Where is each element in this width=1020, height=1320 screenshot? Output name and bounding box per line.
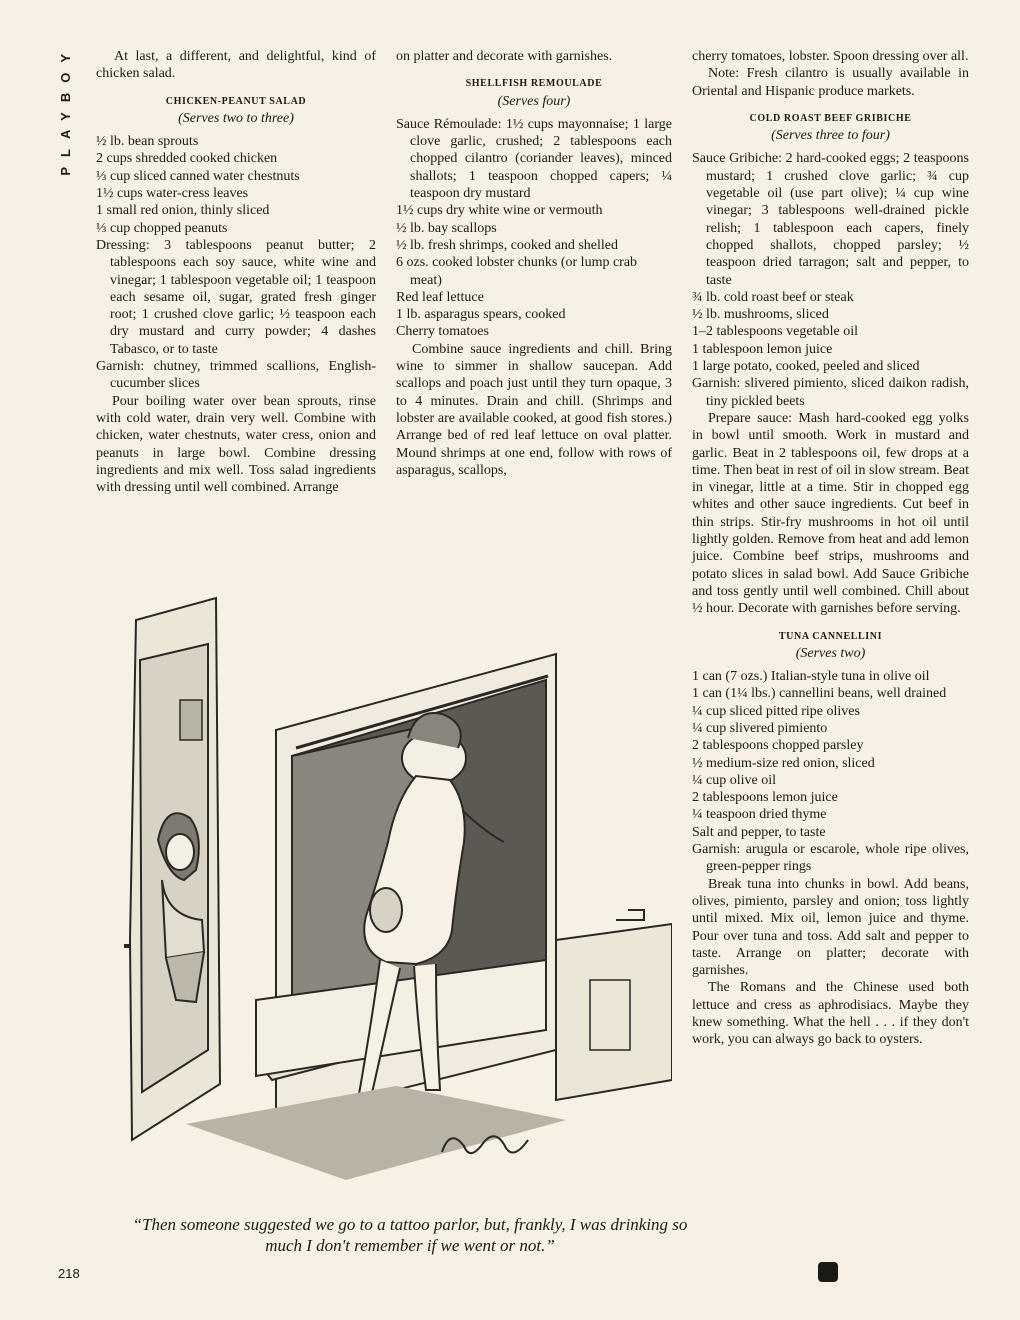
note-text: Note: Fresh cilantro is usually available in Oriental and Hispanic produce markets.	[692, 66, 969, 99]
ingredient-item: 2 tablespoons lemon juice	[692, 790, 838, 806]
closing-text: The Romans and the Chinese used both lettuce and cress as aphrodisiacs. Maybe they knew something. What the hell . . . if they don't work, you can always go back to oysters.	[692, 980, 969, 1048]
ingredient-item: 1–2 tablespoons vegetable oil	[692, 324, 859, 340]
recipe-serves-chicken-peanut: (Serves two to three)	[178, 110, 294, 126]
column-2	[396, 48, 672, 479]
ingredient-item: ¼ teaspoon dried thyme	[692, 807, 827, 823]
recipe-title-chicken-peanut: CHICKEN-PEANUT SALAD	[165, 95, 307, 107]
method-text: Pour boiling water over bean sprouts, rinse with cold water, drain very well. Combine with chicken, water chestnuts, water cress, onion and peanuts in large bowl. Combine dressing ingredients and mix well. Toss salad ingredients with dressing until well combined. Arrange	[96, 393, 376, 496]
column-1	[96, 48, 376, 496]
recipe-serves-roast-beef-gribiche: (Serves three to four)	[771, 128, 890, 144]
ingredient-item: Cherry tomatoes	[396, 324, 489, 340]
ingredient-item: ½ lb. bean sprouts	[96, 134, 199, 150]
ingredient-item: ½ medium-size red onion, sliced	[692, 755, 875, 771]
ingredient-item: ½ lb. bay scallops	[396, 220, 497, 236]
ingredient-item: ¾ lb. cold roast beef or steak	[692, 289, 854, 305]
recipe-title-tuna-cannellini: TUNA CANNELLINI	[778, 630, 883, 642]
continued-text: cherry tomatoes, lobster. Spoon dressing over all.	[692, 49, 969, 64]
sauce-text: Sauce Gribiche: 2 hard-cooked eggs; 2 teaspoons mustard; 1 crushed clove garlic; ¾ cup vegetable oil (use part olive); ¼ cup wine vinegar; 3 tablespoons well-drained pickle relish; 1 tablespoon each capers, finely chopped shallots, chopped parsley; ½ teaspoon dried tarragon; salt and pepper, to taste	[692, 151, 969, 288]
dressing-text: Dressing: 3 tablespoons peanut butter; 2 tablespoons each soy sauce, white wine and vinegar; 1 tablespoon vegetable oil; 1 teaspoon each sesame oil, sugar, grated fresh ginger root; 1 crushed clove garlic; ½ teaspoon each dry mustard and curry powder; 4 dashes Tabasco, or to taste	[96, 237, 376, 357]
ingredient-item: 1 can (7 ozs.) Italian-style tuna in olive oil	[692, 669, 930, 685]
ingredient-item: 1 tablespoon lemon juice	[692, 341, 833, 357]
garnish-text: Garnish: chutney, trimmed scallions, English-cucumber slices	[96, 359, 376, 392]
recipe-serves-shellfish-remoulade: (Serves four)	[497, 93, 571, 109]
ingredient-item: ¼ cup slivered pimiento	[692, 720, 828, 736]
intro-text: At last, a different, and delightful, kind of chicken salad.	[96, 49, 376, 82]
magazine-masthead: PLAYBOY	[58, 44, 73, 176]
cartoon-illustration	[96, 580, 672, 1204]
ingredient-item: 2 tablespoons chopped parsley	[692, 738, 864, 754]
recipe-title-shellfish-remoulade: SHELLFISH REMOULADE	[465, 78, 603, 90]
ingredient-item: 1 can (1¼ lbs.) cannellini beans, well drained	[692, 686, 947, 702]
garnish-text: Garnish: arugula or escarole, whole ripe olives, green-pepper rings	[692, 842, 969, 875]
ingredient-item: ⅓ cup chopped peanuts	[96, 220, 228, 236]
continued-text: on platter and decorate with garnishes.	[396, 49, 613, 64]
ingredient-item: 1 lb. asparagus spears, cooked	[396, 307, 566, 323]
ingredient-item: ¼ cup olive oil	[692, 772, 776, 788]
cartoon-caption: “Then someone suggested we go to a tattoo parlor, but, frankly, I was drinking so much I don't remember if we went or not.”	[132, 1215, 688, 1255]
ingredient-item: ¼ cup sliced pitted ripe olives	[692, 703, 860, 719]
method-text: Combine sauce ingredients and chill. Bring wine to simmer in shallow saucepan. Add scallops and poach just until they turn opaque, 3 to 4 minutes. Drain and chill. (Shrimps and lobster are available cooked, at good fish stores.) Arrange bed of red leaf lettuce on oval platter. Mound shrimps at one end, follow with rows of asparagus, scallops,	[396, 341, 672, 478]
recipe-serves-tuna-cannellini: (Serves two)	[795, 645, 866, 661]
ingredient-item: 2 cups shredded cooked chicken	[96, 151, 278, 167]
method-text: Prepare sauce: Mash hard-cooked egg yolks in bowl until smooth. Work in mustard and garlic. Beat in 2 tablespoons oil, few drops at a time. Then beat in rest of oil in slow stream. Beat in vinegar, little at a time. Stir in chopped egg whites and other sauce ingredients. Cut beef in thin strips. Stir-fry mushrooms in hot oil until lightly golden. Remove from heat and add lemon juice. Combine beef strips, mushrooms and potato slices in salad bowl. Add Sauce Gribiche and toss gently until well combined. Chill about ½ hour. Decorate with garnishes before serving.	[692, 410, 969, 617]
ingredient-item: ⅓ cup sliced canned water chestnuts	[96, 168, 300, 184]
ingredient-item: 1½ cups dry white wine or vermouth	[396, 203, 603, 219]
page-number: 218	[58, 1266, 80, 1281]
ingredient-item: ½ lb. mushrooms, sliced	[692, 307, 829, 323]
ingredient-item: 1 large potato, cooked, peeled and sliced	[692, 359, 920, 375]
garnish-text: Garnish: slivered pimiento, sliced daikon radish, tiny pickled beets	[692, 376, 969, 409]
ingredient-item: 1 small red onion, thinly sliced	[96, 203, 270, 219]
ingredient-item: ½ lb. fresh shrimps, cooked and shelled	[396, 237, 619, 253]
method-text: Break tuna into chunks in bowl. Add beans, olives, pimiento, parsley and onion; toss lightly until mixed. Mix oil, lemon juice and thyme. Pour over tuna and toss. Add salt and pepper to taste. Arrange on platter; decorate with garnishes.	[692, 876, 969, 979]
sauce-text: Sauce Rémoulade: 1½ cups mayonnaise; 1 large clove garlic, crushed; 2 tablespoons each chopped cilantro (coriander leaves), minced shallots; 1 teaspoon chopped capers; ¼ teaspoon dry mustard	[396, 116, 672, 202]
playboy-bunny-logo-icon	[818, 1262, 838, 1282]
column-3	[692, 48, 969, 1049]
recipe-title-roast-beef-gribiche: COLD ROAST BEEF GRIBICHE	[749, 112, 912, 124]
ingredient-item: 6 ozs. cooked lobster chunks (or lump crab meat)	[396, 255, 638, 288]
ingredient-item: 1½ cups water-cress leaves	[96, 186, 249, 202]
ingredient-item: Salt and pepper, to taste	[692, 824, 826, 840]
ingredient-item: Red leaf lettuce	[396, 289, 484, 305]
